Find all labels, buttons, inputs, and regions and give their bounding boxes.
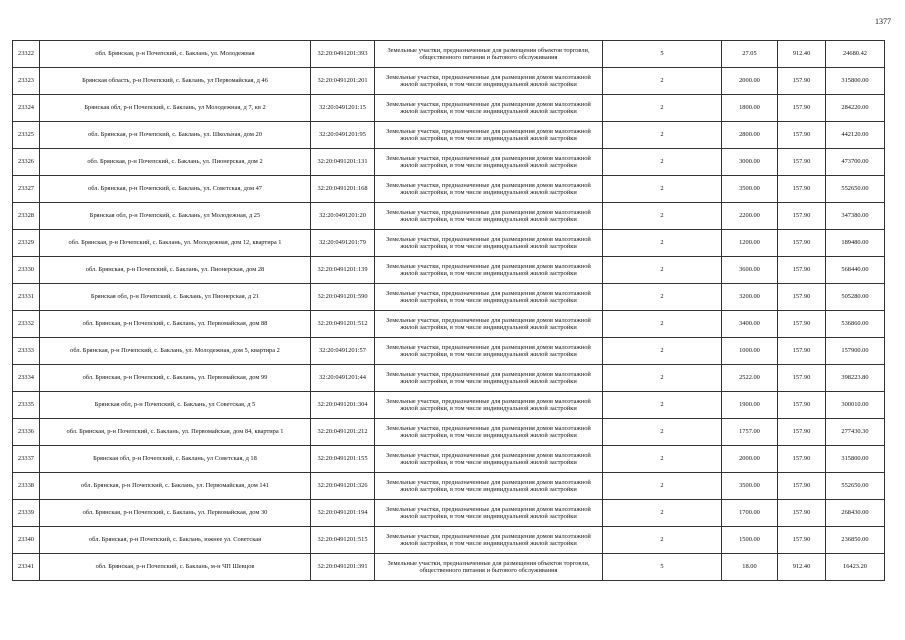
address-cell: обл. Брянская, р-н Почепский, с. Баклань, ул. Первомайская, дом 30: [40, 500, 311, 527]
area-cell: 3600.00: [722, 257, 778, 284]
area-cell: 1000.00: [722, 338, 778, 365]
land-use-category-cell: Земельные участки, предназначенные для размещения домов малоэтажной жилой застройки, в том числе индивидуальной жилой застройки: [375, 257, 603, 284]
cadastral-number-cell: 32:20:0491201:212: [311, 419, 375, 446]
valuation-group-cell: 2: [603, 419, 722, 446]
cadastral-number-cell: 32:20:0491201:168: [311, 176, 375, 203]
cadastral-value-cell: 505280.00: [826, 284, 885, 311]
table-row: [13, 230, 885, 257]
area-cell: 1900.00: [722, 392, 778, 419]
land-use-category-cell: Земельные участки, предназначенные для размещения домов малоэтажной жилой застройки, в том числе индивидуальной жилой застройки: [375, 284, 603, 311]
cadastral-number-cell: 32:20:0491201:393: [311, 41, 375, 68]
address-cell: Брянская область, р-н Почепский, с. Баклань, ул Первомайская, д 46: [40, 68, 311, 95]
row-number: 23339: [13, 500, 40, 527]
valuation-group-cell: 2: [603, 257, 722, 284]
valuation-group-cell: 2: [603, 149, 722, 176]
table-row: [13, 554, 885, 581]
cadastral-number-cell: 32:20:0491201:326: [311, 473, 375, 500]
row-number: 23324: [13, 95, 40, 122]
cadastral-number-cell: 32:20:0491201:201: [311, 68, 375, 95]
valuation-group-cell: 2: [603, 176, 722, 203]
valuation-group-cell: 2: [603, 311, 722, 338]
table-row: [13, 446, 885, 473]
area-cell: 1757.00: [722, 419, 778, 446]
specific-value-cell: 157.90: [778, 446, 826, 473]
cadastral-value-cell: 24680.42: [826, 41, 885, 68]
cadastral-number-cell: 32:20:0491201:304: [311, 392, 375, 419]
cadastral-value-cell: 315800.00: [826, 68, 885, 95]
table-row: [13, 68, 885, 95]
table-row: [13, 473, 885, 500]
specific-value-cell: 157.90: [778, 284, 826, 311]
valuation-group-cell: 2: [603, 500, 722, 527]
land-use-category-cell: Земельные участки, предназначенные для размещения домов малоэтажной жилой застройки, в том числе индивидуальной жилой застройки: [375, 176, 603, 203]
valuation-group-cell: 2: [603, 338, 722, 365]
cadastral-value-cell: 277430.30: [826, 419, 885, 446]
valuation-group-cell: 2: [603, 284, 722, 311]
valuation-group-cell: 2: [603, 95, 722, 122]
row-number: 23328: [13, 203, 40, 230]
address-cell: обл. Брянская, р-н Почепский, с. Баклань, ул. Первомайская, дом 99: [40, 365, 311, 392]
page-number: 1377: [875, 17, 891, 26]
land-use-category-cell: Земельные участки, предназначенные для размещения домов малоэтажной жилой застройки, в том числе индивидуальной жилой застройки: [375, 419, 603, 446]
specific-value-cell: 157.90: [778, 95, 826, 122]
cadastral-number-cell: 32:20:0491201:15: [311, 95, 375, 122]
area-cell: 2200.00: [722, 203, 778, 230]
row-number: 23331: [13, 284, 40, 311]
cadastral-number-cell: 32:20:0491201:515: [311, 527, 375, 554]
table-body: [13, 41, 885, 581]
specific-value-cell: 157.90: [778, 527, 826, 554]
address-cell: обл. Брянская, р-н Почепский, с. Баклань, ул. Школьная, дом 20: [40, 122, 311, 149]
row-number: 23332: [13, 311, 40, 338]
row-number: 23322: [13, 41, 40, 68]
land-use-category-cell: Земельные участки, предназначенные для размещения домов малоэтажной жилой застройки, в том числе индивидуальной жилой застройки: [375, 500, 603, 527]
area-cell: 3400.00: [722, 311, 778, 338]
cadastral-number-cell: 32:20:0491201:391: [311, 554, 375, 581]
land-use-category-cell: Земельные участки, предназначенные для размещения домов малоэтажной жилой застройки, в том числе индивидуальной жилой застройки: [375, 527, 603, 554]
row-number: 23341: [13, 554, 40, 581]
specific-value-cell: 157.90: [778, 500, 826, 527]
cadastral-number-cell: 32:20:0491201:44: [311, 365, 375, 392]
specific-value-cell: 157.90: [778, 365, 826, 392]
table-row: [13, 41, 885, 68]
table-row: [13, 95, 885, 122]
area-cell: 18.00: [722, 554, 778, 581]
cadastral-value-cell: 536860.00: [826, 311, 885, 338]
address-cell: обл. Брянская, р-н Почепский, с. Баклань, ул. Молодежная, дом 5, квартира 2: [40, 338, 311, 365]
table-row: [13, 203, 885, 230]
address-cell: обл. Брянская, р-н Почепский, с. Баклань, ул. Советская, дом 47: [40, 176, 311, 203]
cadastral-value-table: [12, 40, 885, 581]
table-row: [13, 392, 885, 419]
cadastral-value-cell: 568440.00: [826, 257, 885, 284]
specific-value-cell: 157.90: [778, 338, 826, 365]
area-cell: 2000.00: [722, 446, 778, 473]
address-cell: обл. Брянская, р-н Почепский, с. Баклань, ул. Молодежная, дом 12, квартира 1: [40, 230, 311, 257]
specific-value-cell: 157.90: [778, 473, 826, 500]
area-cell: 2522.00: [722, 365, 778, 392]
cadastral-number-cell: 32:20:0491201:139: [311, 257, 375, 284]
area-cell: 1700.00: [722, 500, 778, 527]
land-use-category-cell: Земельные участки, предназначенные для размещения домов малоэтажной жилой застройки, в том числе индивидуальной жилой застройки: [375, 365, 603, 392]
valuation-group-cell: 2: [603, 365, 722, 392]
area-cell: 1500.00: [722, 527, 778, 554]
table-row: [13, 338, 885, 365]
land-use-category-cell: Земельные участки, предназначенные для размещения домов малоэтажной жилой застройки, в том числе индивидуальной жилой застройки: [375, 392, 603, 419]
valuation-group-cell: 2: [603, 392, 722, 419]
valuation-group-cell: 2: [603, 473, 722, 500]
cadastral-value-cell: 552650.00: [826, 473, 885, 500]
specific-value-cell: 157.90: [778, 203, 826, 230]
area-cell: 3000.00: [722, 149, 778, 176]
area-cell: 3500.00: [722, 473, 778, 500]
cadastral-value-cell: 473700.00: [826, 149, 885, 176]
area-cell: 3500.00: [722, 176, 778, 203]
cadastral-value-cell: 236850.00: [826, 527, 885, 554]
address-cell: обл. Брянская, р-н Почепский, с. Баклань, м-н ЧП Шевцов: [40, 554, 311, 581]
address-cell: обл. Брянская, р-н Почепский, с. Баклань, ул. Пионерская, дом 2: [40, 149, 311, 176]
land-use-category-cell: Земельные участки, предназначенные для размещения домов малоэтажной жилой застройки, в том числе индивидуальной жилой застройки: [375, 473, 603, 500]
cadastral-number-cell: 32:20:0491201:131: [311, 149, 375, 176]
cadastral-value-cell: 284220.00: [826, 95, 885, 122]
area-cell: 27.05: [722, 41, 778, 68]
address-cell: обл. Брянская, р-н Почепский, с. Баклань, ул. Первомайская, дом 141: [40, 473, 311, 500]
land-use-category-cell: Земельные участки, предназначенные для размещения домов малоэтажной жилой застройки, в том числе индивидуальной жилой застройки: [375, 446, 603, 473]
table-row: [13, 311, 885, 338]
cadastral-number-cell: 32:20:0491201:512: [311, 311, 375, 338]
address-cell: обл. Брянская, р-н Почепский, с. Баклань, ул. Первомайская, дом 88: [40, 311, 311, 338]
row-number: 23340: [13, 527, 40, 554]
cadastral-number-cell: 32:20:0491201:95: [311, 122, 375, 149]
row-number: 23329: [13, 230, 40, 257]
specific-value-cell: 912.40: [778, 41, 826, 68]
specific-value-cell: 157.90: [778, 419, 826, 446]
land-use-category-cell: Земельные участки, предназначенные для размещения объектов торговли, общественного питания и бытового обслуживания: [375, 41, 603, 68]
cadastral-value-cell: 347380.00: [826, 203, 885, 230]
address-cell: Брянская обл, р-н Почепский, с. Баклань, ул Советская, д 18: [40, 446, 311, 473]
address-cell: Брянская обл, р-н Почепский, с. Баклань, ул Советская, д 5: [40, 392, 311, 419]
land-use-category-cell: Земельные участки, предназначенные для размещения домов малоэтажной жилой застройки, в том числе индивидуальной жилой застройки: [375, 311, 603, 338]
land-use-category-cell: Земельные участки, предназначенные для размещения домов малоэтажной жилой застройки, в том числе индивидуальной жилой застройки: [375, 338, 603, 365]
row-number: 23334: [13, 365, 40, 392]
address-cell: обл. Брянская, р-н Почепский, с. Баклань, ул. Первомайская, дом 84, квартира 1: [40, 419, 311, 446]
cadastral-number-cell: 32:20:0491201:194: [311, 500, 375, 527]
table-row: [13, 257, 885, 284]
land-use-category-cell: Земельные участки, предназначенные для размещения домов малоэтажной жилой застройки, в том числе индивидуальной жилой застройки: [375, 95, 603, 122]
specific-value-cell: 157.90: [778, 311, 826, 338]
specific-value-cell: 157.90: [778, 257, 826, 284]
table-row: [13, 527, 885, 554]
row-number: 23323: [13, 68, 40, 95]
cadastral-value-cell: 268430.00: [826, 500, 885, 527]
land-use-category-cell: Земельные участки, предназначенные для размещения домов малоэтажной жилой застройки, в том числе индивидуальной жилой застройки: [375, 203, 603, 230]
area-cell: 2000.00: [722, 68, 778, 95]
table-row: [13, 149, 885, 176]
row-number: 23333: [13, 338, 40, 365]
area-cell: 2800.00: [722, 122, 778, 149]
table-row: [13, 122, 885, 149]
specific-value-cell: 157.90: [778, 176, 826, 203]
specific-value-cell: 157.90: [778, 149, 826, 176]
cadastral-value-cell: 398223.80: [826, 365, 885, 392]
row-number: 23330: [13, 257, 40, 284]
specific-value-cell: 157.90: [778, 230, 826, 257]
address-cell: обл. Брянская, р-н Почепский, с. Баклань, ул. Пионерская, дом 28: [40, 257, 311, 284]
address-cell: Брянская обл, р-н Почепский, с. Баклань, ул Молодежная, д 7, кв 2: [40, 95, 311, 122]
valuation-group-cell: 2: [603, 446, 722, 473]
table-row: [13, 500, 885, 527]
cadastral-value-cell: 315800.00: [826, 446, 885, 473]
land-use-category-cell: Земельные участки, предназначенные для размещения домов малоэтажной жилой застройки, в том числе индивидуальной жилой застройки: [375, 68, 603, 95]
cadastral-number-cell: 32:20:0491201:590: [311, 284, 375, 311]
area-cell: 3200.00: [722, 284, 778, 311]
row-number: 23326: [13, 149, 40, 176]
cadastral-number-cell: 32:20:0491201:155: [311, 446, 375, 473]
specific-value-cell: 912.40: [778, 554, 826, 581]
row-number: 23336: [13, 419, 40, 446]
land-use-category-cell: Земельные участки, предназначенные для размещения домов малоэтажной жилой застройки, в том числе индивидуальной жилой застройки: [375, 149, 603, 176]
row-number: 23325: [13, 122, 40, 149]
specific-value-cell: 157.90: [778, 122, 826, 149]
valuation-group-cell: 2: [603, 122, 722, 149]
cadastral-value-cell: 442120.00: [826, 122, 885, 149]
valuation-group-cell: 5: [603, 41, 722, 68]
valuation-group-cell: 2: [603, 230, 722, 257]
address-cell: Брянская обл, р-н Почепский, с. Баклань, ул Молодежная, д 25: [40, 203, 311, 230]
row-number: 23338: [13, 473, 40, 500]
valuation-group-cell: 2: [603, 203, 722, 230]
cadastral-value-cell: 16423.20: [826, 554, 885, 581]
address-cell: Брянская обл, р-н Почепский, с. Баклань, ул Пионерская, д 21: [40, 284, 311, 311]
valuation-group-cell: 2: [603, 527, 722, 554]
row-number: 23335: [13, 392, 40, 419]
cadastral-value-cell: 552650.00: [826, 176, 885, 203]
table-row: [13, 419, 885, 446]
land-use-category-cell: Земельные участки, предназначенные для размещения домов малоэтажной жилой застройки, в том числе индивидуальной жилой застройки: [375, 230, 603, 257]
cadastral-value-cell: 157900.00: [826, 338, 885, 365]
address-cell: обл. Брянская, р-н Почепский, с. Баклань, южнее ул. Советская: [40, 527, 311, 554]
cadastral-value-cell: 189480.00: [826, 230, 885, 257]
valuation-group-cell: 5: [603, 554, 722, 581]
area-cell: 1200.00: [722, 230, 778, 257]
row-number: 23337: [13, 446, 40, 473]
cadastral-value-cell: 300010.00: [826, 392, 885, 419]
land-use-category-cell: Земельные участки, предназначенные для размещения домов малоэтажной жилой застройки, в том числе индивидуальной жилой застройки: [375, 122, 603, 149]
row-number: 23327: [13, 176, 40, 203]
table-row: [13, 176, 885, 203]
table-row: [13, 284, 885, 311]
table-row: [13, 365, 885, 392]
area-cell: 1800.00: [722, 95, 778, 122]
address-cell: обл. Брянская, р-н Почепский, с. Баклань, ул. Молодежная: [40, 41, 311, 68]
specific-value-cell: 157.90: [778, 392, 826, 419]
specific-value-cell: 157.90: [778, 68, 826, 95]
valuation-group-cell: 2: [603, 68, 722, 95]
cadastral-number-cell: 32:20:0491201:79: [311, 230, 375, 257]
cadastral-number-cell: 32:20:0491201:20: [311, 203, 375, 230]
cadastral-number-cell: 32:20:0491201:57: [311, 338, 375, 365]
land-use-category-cell: Земельные участки, предназначенные для размещения объектов торговли, общественного питания и бытового обслуживания: [375, 554, 603, 581]
